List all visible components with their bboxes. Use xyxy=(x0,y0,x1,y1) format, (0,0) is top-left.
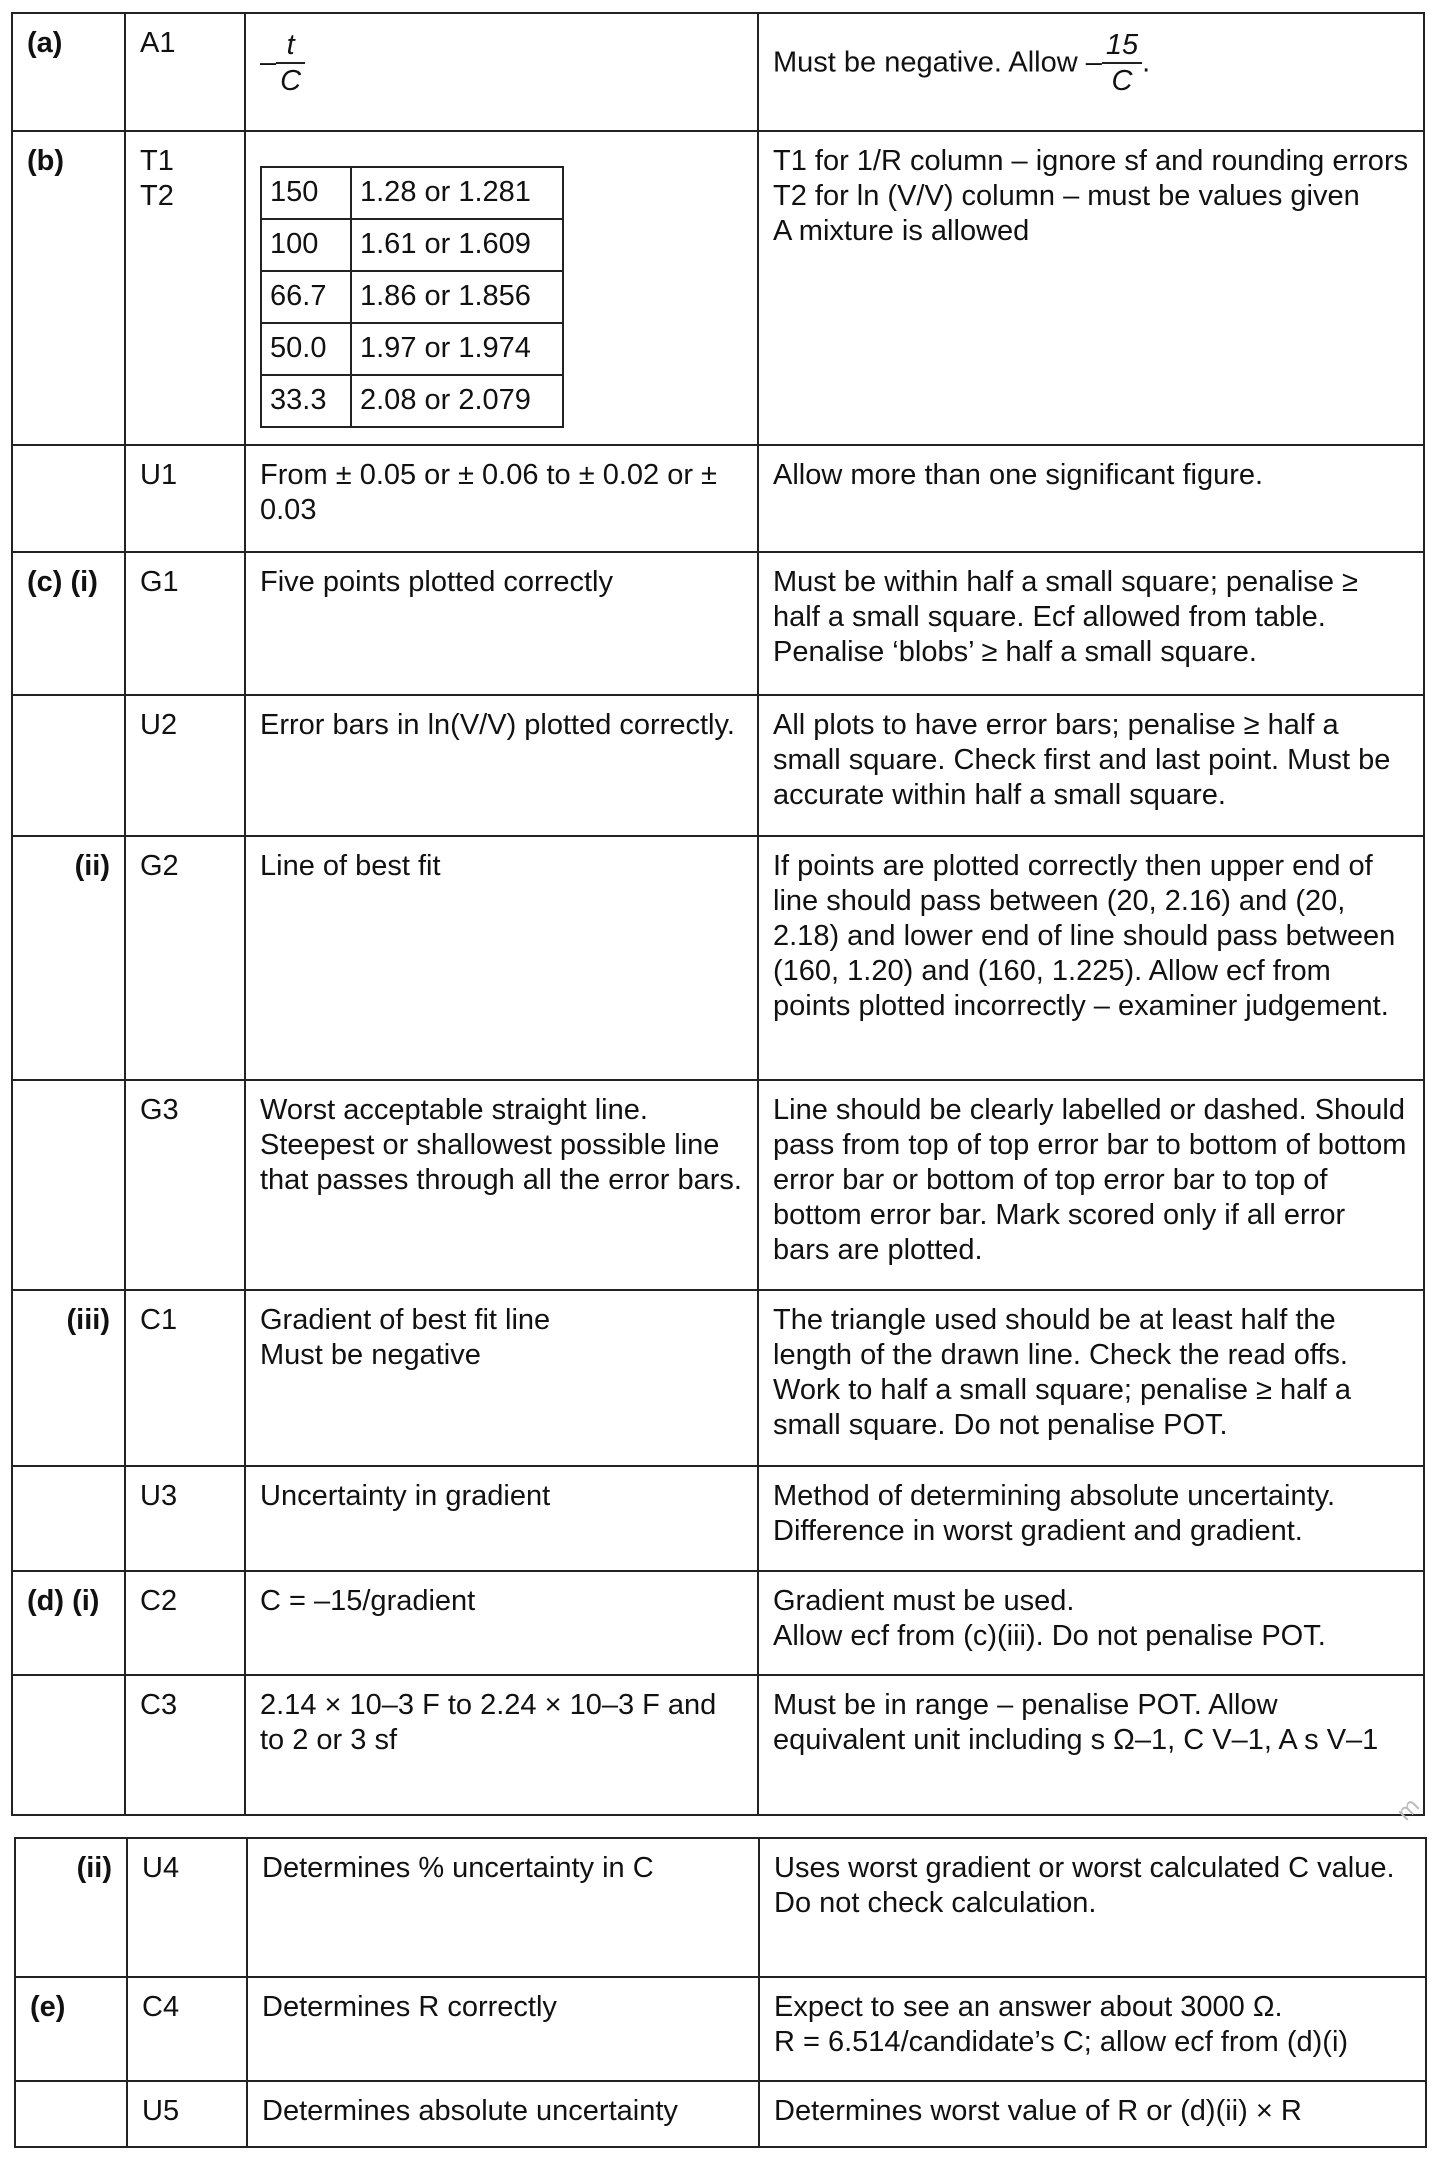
page-edge-mark: m xyxy=(1392,1793,1426,1827)
table-row xyxy=(15,1838,1426,1977)
guidance-cell: Expect to see an answer about 3000 Ω. R = 6.514/candidate’s C; allow ecf from (d)(i) xyxy=(759,1977,1426,2081)
table-row xyxy=(12,1571,1424,1675)
mark-code: A1 xyxy=(125,13,245,131)
answer-cell: C = –15/gradient xyxy=(245,1571,758,1675)
guidance-cell: Must be in range – penalise POT. Allow equivalent unit including s Ω–1, C V–1, A s V–1 xyxy=(758,1675,1424,1815)
mark-code: U3 xyxy=(125,1466,245,1571)
answer-cell: Determines % uncertainty in C xyxy=(247,1838,759,1977)
question-part xyxy=(12,445,125,552)
guidance-cell: Line should be clearly labelled or dashed. Should pass from top of top error bar to bottom of bottom error bar or bottom of top error bar to top of bottom error bar. Mark scored only if all error bars are plotted. xyxy=(758,1080,1424,1290)
guidance-cell: Gradient must be used. Allow ecf from (c)(iii). Do not penalise POT. xyxy=(758,1571,1424,1675)
guidance-cell: Must be negative. Allow – $\frac{15}{C}$ . xyxy=(758,13,1424,131)
answer-cell: – $\frac{t}{C}$ xyxy=(245,13,758,131)
question-part: (c) (i) xyxy=(12,552,125,695)
fraction: $\frac{t}{C}$ xyxy=(276,28,305,98)
mark-code: G2 xyxy=(125,836,245,1080)
table-row xyxy=(12,1466,1424,1571)
answer-cell: Uncertainty in gradient xyxy=(245,1466,758,1571)
answer-cell: Worst acceptable straight line. Steepest or shallowest possible line that passes through all the error bars. xyxy=(245,1080,758,1290)
answer-cell: Determines R correctly xyxy=(247,1977,759,2081)
mark-code: U4 xyxy=(127,1838,247,1977)
question-part xyxy=(12,695,125,836)
answer-cell: From ± 0.05 or ± 0.06 to ± 0.02 or ± 0.03 xyxy=(245,445,758,552)
guidance-cell: All plots to have error bars; penalise ≥ half a small square. Check first and last point. Must be accurate within half a small square. xyxy=(758,695,1424,836)
question-part: (ii) xyxy=(15,1838,127,1977)
question-part: (a) xyxy=(12,13,125,131)
answer-cell: Gradient of best fit line Must be negative xyxy=(245,1290,758,1466)
table-row xyxy=(12,445,1424,552)
answer-cell: Five points plotted correctly xyxy=(245,552,758,695)
guidance-cell: If points are plotted correctly then upper end of line should pass between (20, 2.16) and (20, 2.18) and lower end of line should pass between (160, 1.20) and (160, 1.225). Allow ecf from points plotted incorrectly – examiner judgement. xyxy=(758,836,1424,1080)
mark-scheme-table xyxy=(11,12,1425,1816)
fraction: $\frac{15}{C}$ xyxy=(1102,28,1142,98)
question-part: (iii) xyxy=(12,1290,125,1466)
answer-cell: 2.14 × 10–3 F to 2.24 × 10–3 F and to 2 or 3 sf xyxy=(245,1675,758,1815)
answer-cell xyxy=(245,131,758,445)
table-row xyxy=(15,1977,1426,2081)
answer-cell: Line of best fit xyxy=(245,836,758,1080)
table-row xyxy=(12,131,1424,445)
table-row xyxy=(12,552,1424,695)
mark-code: C1 xyxy=(125,1290,245,1466)
guidance-cell: Must be within half a small square; penalise ≥ half a small square. Ecf allowed from table. Penalise ‘blobs’ ≥ half a small square. xyxy=(758,552,1424,695)
question-part xyxy=(12,1675,125,1815)
question-part: (d) (i) xyxy=(12,1571,125,1675)
answer-cell: Determines absolute uncertainty xyxy=(247,2081,759,2147)
guidance-cell: Allow more than one significant figure. xyxy=(758,445,1424,552)
mark-code: U5 xyxy=(127,2081,247,2147)
question-part: (b) xyxy=(12,131,125,445)
question-part xyxy=(15,2081,127,2147)
mark-code: C4 xyxy=(127,1977,247,2081)
table-row xyxy=(12,1290,1424,1466)
guidance-cell: Determines worst value of R or (d)(ii) × R xyxy=(759,2081,1426,2147)
mark-code: T1 T2 xyxy=(125,131,245,445)
guidance-cell: T1 for 1/R column – ignore sf and rounding errors T2 for ln (V/V) column – must be values given A mixture is allowed xyxy=(758,131,1424,445)
table-row xyxy=(12,1675,1424,1815)
table-row xyxy=(12,13,1424,131)
guidance-cell: Uses worst gradient or worst calculated C value. Do not check calculation. xyxy=(759,1838,1426,1977)
table-row xyxy=(12,695,1424,836)
table-row xyxy=(12,836,1424,1080)
question-part xyxy=(12,1080,125,1290)
question-part xyxy=(12,1466,125,1571)
guidance-cell: Method of determining absolute uncertainty. Difference in worst gradient and gradient. xyxy=(758,1466,1424,1571)
mark-code: G1 xyxy=(125,552,245,695)
guidance-cell: The triangle used should be at least half the length of the drawn line. Check the read offs. Work to half a small square; penalise ≥ half a small square. Do not penalise POT. xyxy=(758,1290,1424,1466)
answer-cell: Error bars in ln(V/V) plotted correctly. xyxy=(245,695,758,836)
table-row xyxy=(15,2081,1426,2147)
values-table: 150 1.28 or 1.281 100 1.61 or 1.609 66.7 1.86 or 1.856 50.0 1.97 or 1.974 33.3 2.08 or 2.079 xyxy=(260,166,564,428)
mark-code: C2 xyxy=(125,1571,245,1675)
question-part: (ii) xyxy=(12,836,125,1080)
question-part: (e) xyxy=(15,1977,127,2081)
mark-code: C3 xyxy=(125,1675,245,1815)
mark-code: U2 xyxy=(125,695,245,836)
mark-scheme-table-continued xyxy=(14,1837,1427,2148)
table-row xyxy=(12,1080,1424,1290)
mark-code: U1 xyxy=(125,445,245,552)
mark-code: G3 xyxy=(125,1080,245,1290)
